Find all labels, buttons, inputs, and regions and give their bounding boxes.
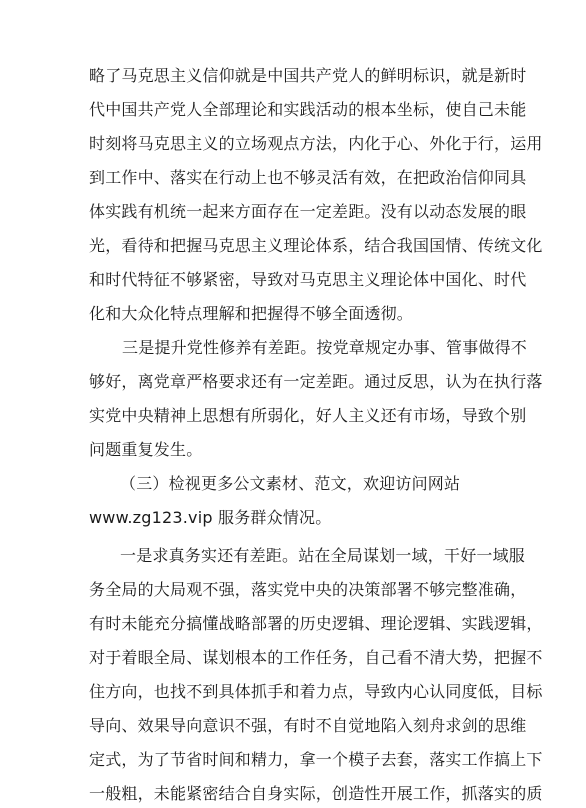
paragraph-line: 务全局的大局观不强，落实党中央的决策部署不够完整准确， (89, 580, 527, 599)
paragraph-line: 导向、效果导向意识不强，有时不自觉地陷入刻舟求剑的思维 (89, 716, 527, 735)
paragraph-line: 体实践有机统一起来方面存在一定差距。没有以动态发展的眼 (89, 202, 527, 221)
section-heading-line: www.zg123.vip 服务群众情况。 (89, 508, 332, 527)
paragraph-line: 实党中央精神上思想有所弱化，好人主义还有市场，导致个别 (89, 406, 527, 425)
paragraph-line: 问题重复发生。 (89, 440, 203, 459)
paragraph-line: 代中国共产党人全部理论和实践活动的根本坐标，使自己未能 (89, 100, 527, 119)
paragraph-line: 光，看待和把握马克思主义理论体系，结合我国国情、传统文化 (89, 236, 543, 255)
paragraph-line: 够好，离党章严格要求还有一定差距。通过反思，认为在执行落 (89, 372, 543, 391)
paragraph-line: 化和大众化特点理解和把握得不够全面透彻。 (89, 304, 414, 323)
paragraph-line: 定式，为了节省时间和精力，拿一个模子去套，落实工作搞上下 (89, 750, 543, 769)
paragraph-line: 一是求真务实还有差距。站在全局谋划一域，干好一域服 (120, 546, 526, 565)
paragraph-line: 有时未能充分搞懂战略部署的历史逻辑、理论逻辑、实践逻辑， (89, 614, 543, 633)
paragraph-line: 和时代特征不够紧密，导致对马克思主义理论体中国化、时代 (89, 270, 527, 289)
paragraph-line: 三是提升党性修养有差距。按党章规定办事、管事做得不 (122, 338, 528, 357)
paragraph-line: 到工作中、落实在行动上也不够灵活有效，在把政治信仰同具 (89, 168, 527, 187)
section-heading-line: （三）检视更多公文素材、范文，欢迎访问网站 (120, 474, 461, 493)
paragraph-line: 对于着眼全局、谋划根本的工作任务，自己看不清大势，把握不 (89, 648, 543, 667)
paragraph-line: 住方向，也找不到具体抓手和着力点，导致内心认同度低，目标 (89, 682, 543, 701)
paragraph-line: 一般粗，未能紧密结合自身实际，创造性开展工作，抓落实的质 (89, 784, 543, 803)
paragraph-line: 略了马克思主义信仰就是中国共产党人的鲜明标识，就是新时 (89, 66, 527, 85)
paragraph-line: 时刻将马克思主义的立场观点方法，内化于心、外化于行，运用 (89, 134, 543, 153)
